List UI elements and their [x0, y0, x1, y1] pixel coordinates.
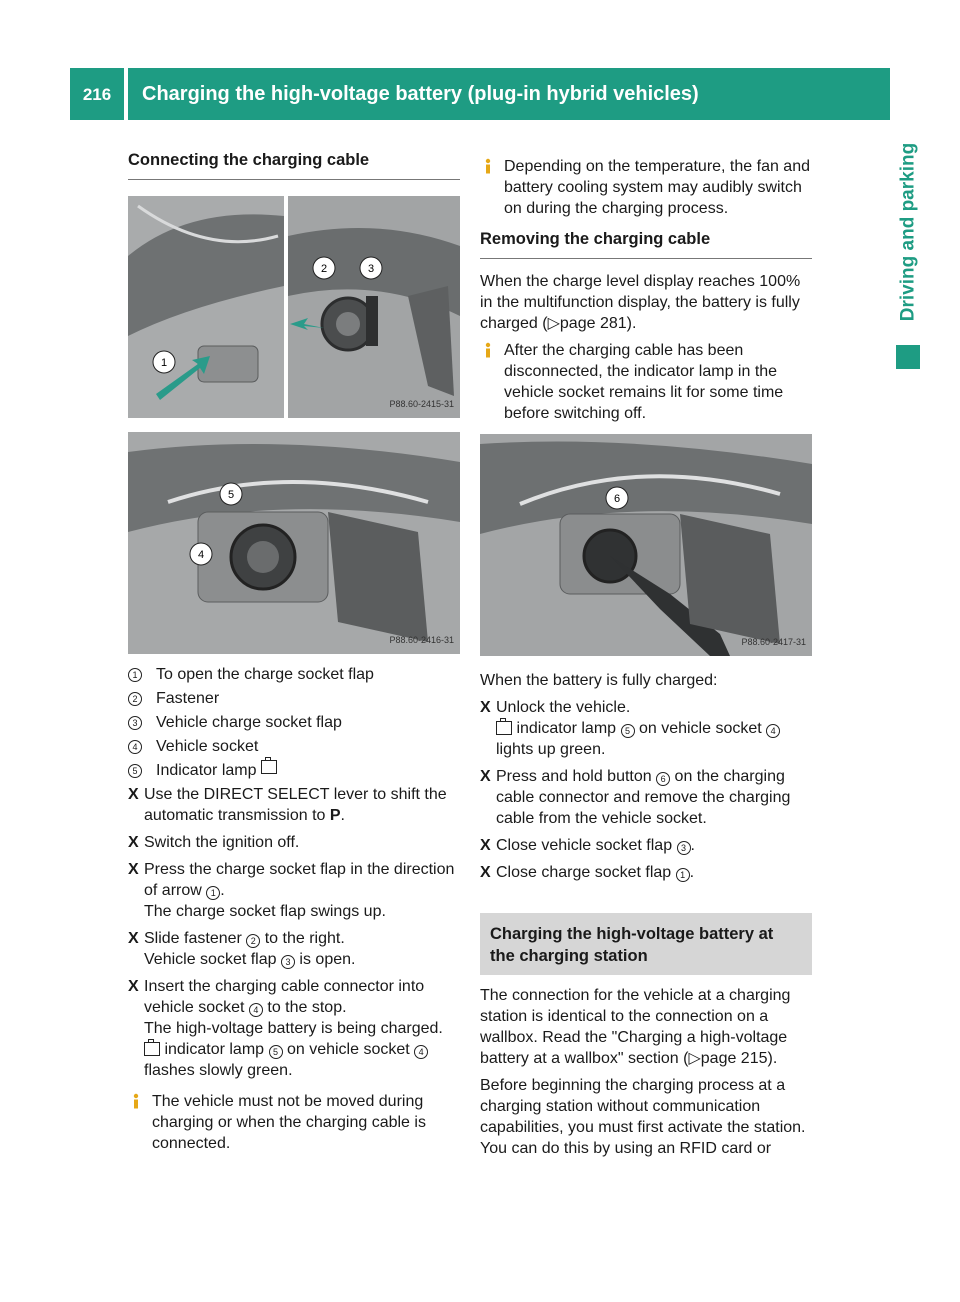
step-bullet: X [480, 864, 491, 881]
instruction-step: X Press the charge socket flap in the direction of arrow 1 . The charge socket flap swings up. [128, 861, 455, 920]
image-code: P88.60-2415-31 [389, 399, 454, 409]
section-heading-connecting: Connecting the charging cable [128, 150, 460, 180]
left-column [128, 150, 460, 1162]
photo-vehicle-socket-illustration [128, 432, 460, 654]
section-tab [896, 125, 920, 339]
info-icon [480, 158, 496, 174]
page-title: Charging the high-voltage battery (plug-in hybrid vehicles) [128, 68, 890, 120]
info-note: After the charging cable has been disconnected, the indicator lamp in the vehicle socket remains lit for some time before switching off. [480, 340, 812, 424]
legend-item: 3 Vehicle charge socket flap [128, 712, 460, 733]
page-number: 216 [70, 68, 124, 120]
callout-3: 3 [367, 263, 375, 275]
charge-lamp-icon [261, 760, 277, 774]
step-bullet: X [128, 978, 139, 995]
subsection-heading-box: Charging the high-voltage battery at the charging station [480, 913, 812, 975]
step-bullet: X [480, 768, 491, 785]
callout-2: 2 [320, 263, 328, 275]
section-heading-removing: Removing the charging cable [480, 229, 812, 259]
info-note: Depending on the temperature, the fan and battery cooling system may audibly switch on during the charging process. [480, 156, 812, 219]
legend-item: 1 To open the charge socket flap [128, 664, 460, 685]
photo-removing-cable-illustration [480, 434, 812, 656]
section-marker [896, 345, 920, 369]
step-bullet: X [128, 834, 139, 851]
step-bullet: X [128, 930, 139, 947]
step-bullet: X [128, 861, 139, 878]
instruction-step: X Close charge socket flap 1 . [480, 864, 695, 881]
right-column [480, 150, 812, 1165]
charge-lamp-icon [144, 1042, 160, 1056]
step-bullet: X [480, 837, 491, 854]
info-icon [128, 1093, 144, 1109]
info-icon [480, 342, 496, 358]
callout-4: 4 [197, 549, 205, 561]
instruction-step: X Press and hold button 6 on the charging cable connector and remove the charging cable from the vehicle socket. [480, 768, 791, 827]
legend-item: 2 Fastener [128, 688, 460, 709]
photo-removing-cable [480, 434, 812, 656]
instruction-step: X Switch the ignition off. [128, 834, 300, 851]
page-ref-arrow-icon: ▷ [547, 315, 560, 332]
paragraph: When the battery is fully charged: [480, 672, 718, 689]
paragraph: When the charge level display reaches 100% in the multifunction display, the battery is fully charged (▷page 281). [480, 273, 801, 332]
legend-list [128, 664, 460, 781]
step-bullet: X [480, 699, 491, 716]
step-bullet: X [128, 786, 139, 803]
photo-open-flap-illustration [128, 196, 460, 418]
legend-item: 5 Indicator lamp [128, 760, 460, 781]
image-code: P88.60-2417-31 [741, 637, 806, 647]
callout-5: 5 [227, 489, 235, 501]
page-ref-arrow-icon: ▷ [688, 1050, 701, 1067]
legend-item: 4 Vehicle socket [128, 736, 460, 757]
info-note: The vehicle must not be moved during charging or when the charging cable is connected. [128, 1091, 460, 1154]
section-tab-label: Driving and parking [897, 142, 919, 322]
instruction-step: X Insert the charging cable connector into vehicle socket 4 to the stop. The high-voltage battery is being charged. indicator lamp 5 on vehicle socket 4 flashes slowly green. [128, 978, 443, 1079]
photo-vehicle-socket [128, 432, 460, 654]
instruction-step: X Close vehicle socket flap 3 . [480, 837, 695, 854]
instruction-step: X Slide fastener 2 to the right. Vehicle socket flap 3 is open. [128, 930, 356, 968]
callout-6: 6 [613, 493, 621, 505]
photo-open-flap [128, 196, 460, 418]
paragraph: Before beginning the charging process at a charging station without communication capabilities, you must first activate the station. You can do this by using an RFID card or [480, 1077, 806, 1157]
callout-1: 1 [160, 357, 168, 369]
image-code: P88.60-2416-31 [389, 635, 454, 645]
instruction-step: X Unlock the vehicle. indicator lamp 5 on vehicle socket 4 lights up green. [480, 697, 812, 760]
instruction-step: X Use the DIRECT SELECT lever to shift the automatic transmission to P. [128, 786, 447, 824]
paragraph: The connection for the vehicle at a charging station is identical to the connection on a wallbox. Read the "Charging a high-voltage battery at a wallbox" section (▷page 215). [480, 987, 791, 1067]
charge-lamp-icon [496, 721, 512, 735]
